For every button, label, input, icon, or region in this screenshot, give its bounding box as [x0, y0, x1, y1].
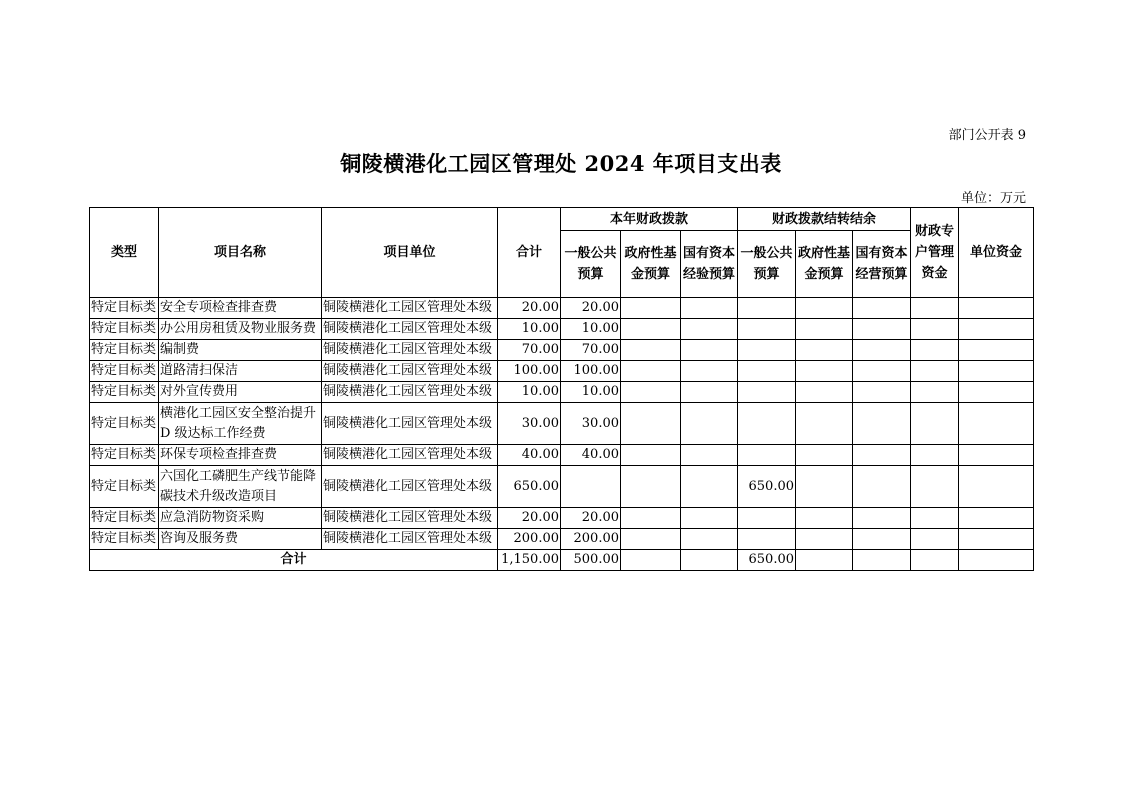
cell-empty — [853, 508, 911, 529]
cell-empty — [911, 508, 959, 529]
cell-empty — [621, 361, 681, 382]
cell-empty — [621, 445, 681, 466]
cell-carry-general — [738, 529, 796, 550]
cell-type: 特定目标类 — [90, 361, 159, 382]
table-row — [90, 298, 1034, 319]
cell-total: 70.00 — [498, 340, 561, 361]
table-row — [90, 340, 1034, 361]
cell-empty — [796, 340, 853, 361]
cell-project-name: 安全专项检查排查费 — [159, 298, 322, 319]
table-row — [90, 319, 1034, 340]
totals-cell — [911, 550, 959, 571]
table-row — [90, 361, 1034, 382]
cell-empty — [853, 298, 911, 319]
cell-project-name: 应急消防物资采购 — [159, 508, 322, 529]
header-state-capital: 国有资本经验预算 — [681, 231, 738, 298]
table-row — [90, 382, 1034, 403]
header-gov-fund: 政府性基金预算 — [621, 231, 681, 298]
cell-type: 特定目标类 — [90, 382, 159, 403]
cell-carry-general — [738, 361, 796, 382]
cell-type: 特定目标类 — [90, 403, 159, 445]
cell-empty — [959, 340, 1034, 361]
cell-empty — [681, 382, 738, 403]
cell-project-unit: 铜陵横港化工园区管理处本级 — [322, 403, 498, 445]
cell-empty — [621, 319, 681, 340]
cell-empty — [681, 529, 738, 550]
cell-empty — [621, 403, 681, 445]
cell-project-name: 办公用房租赁及物业服务费 — [159, 319, 322, 340]
table-row — [90, 403, 1034, 445]
header-unit-funds: 单位资金 — [959, 208, 1034, 298]
cell-empty — [681, 403, 738, 445]
cell-empty — [911, 340, 959, 361]
cell-empty — [681, 445, 738, 466]
cell-total: 200.00 — [498, 529, 561, 550]
cell-project-unit: 铜陵横港化工园区管理处本级 — [322, 445, 498, 466]
cell-carry-general: 650.00 — [738, 466, 796, 508]
cell-total: 10.00 — [498, 382, 561, 403]
cell-empty — [681, 340, 738, 361]
cell-project-unit: 铜陵横港化工园区管理处本级 — [322, 382, 498, 403]
cell-empty — [796, 319, 853, 340]
cell-empty — [959, 403, 1034, 445]
cell-total: 650.00 — [498, 466, 561, 508]
cell-general-budget: 40.00 — [561, 445, 621, 466]
cell-carry-general — [738, 298, 796, 319]
cell-empty — [853, 382, 911, 403]
cell-empty — [853, 319, 911, 340]
cell-empty — [911, 466, 959, 508]
cell-empty — [681, 298, 738, 319]
header-group-current: 本年财政拨款 — [561, 208, 738, 231]
cell-type: 特定目标类 — [90, 508, 159, 529]
cell-empty — [853, 445, 911, 466]
cell-empty — [621, 340, 681, 361]
table-row — [90, 529, 1034, 550]
cell-empty — [911, 319, 959, 340]
header-project-name: 项目名称 — [159, 208, 322, 298]
header-state-capital-carryover: 国有资本经营预算 — [853, 231, 911, 298]
totals-row — [90, 550, 1034, 571]
cell-project-unit: 铜陵横港化工园区管理处本级 — [322, 529, 498, 550]
cell-total: 20.00 — [498, 508, 561, 529]
cell-carry-general — [738, 340, 796, 361]
totals-cell — [681, 550, 738, 571]
cell-project-name: 编制费 — [159, 340, 322, 361]
cell-carry-general — [738, 403, 796, 445]
cell-project-unit: 铜陵横港化工园区管理处本级 — [322, 466, 498, 508]
cell-empty — [796, 361, 853, 382]
cell-total: 10.00 — [498, 319, 561, 340]
cell-empty — [621, 298, 681, 319]
totals-carry-general: 650.00 — [738, 550, 796, 571]
totals-cell — [621, 550, 681, 571]
cell-project-name: 道路清扫保洁 — [159, 361, 322, 382]
cell-project-unit: 铜陵横港化工园区管理处本级 — [322, 508, 498, 529]
cell-type: 特定目标类 — [90, 466, 159, 508]
cell-project-name: 对外宣传费用 — [159, 382, 322, 403]
cell-empty — [959, 298, 1034, 319]
cell-total: 20.00 — [498, 298, 561, 319]
header-project-unit: 项目单位 — [322, 208, 498, 298]
cell-empty — [959, 508, 1034, 529]
table-row — [90, 466, 1034, 508]
cell-empty — [959, 319, 1034, 340]
cell-general-budget: 200.00 — [561, 529, 621, 550]
cell-empty — [621, 466, 681, 508]
header-general-budget-carryover: 一般公共预算 — [738, 231, 796, 298]
cell-empty — [911, 529, 959, 550]
cell-empty — [959, 466, 1034, 508]
unit-label: 单位：万元 — [960, 191, 1026, 206]
cell-empty — [959, 382, 1034, 403]
cell-empty — [796, 298, 853, 319]
cell-empty — [796, 466, 853, 508]
cell-empty — [959, 361, 1034, 382]
cell-carry-general — [738, 508, 796, 529]
cell-type: 特定目标类 — [90, 298, 159, 319]
cell-general-budget: 100.00 — [561, 361, 621, 382]
cell-empty — [796, 382, 853, 403]
page-title: 铜陵横港化工园区管理处 2024 年项目支出表 — [340, 151, 782, 176]
cell-project-unit: 铜陵横港化工园区管理处本级 — [322, 298, 498, 319]
cell-type: 特定目标类 — [90, 445, 159, 466]
cell-empty — [911, 403, 959, 445]
totals-general: 500.00 — [561, 550, 621, 571]
cell-general-budget: 70.00 — [561, 340, 621, 361]
cell-carry-general — [738, 382, 796, 403]
table-row — [90, 445, 1034, 466]
cell-empty — [853, 466, 911, 508]
cell-general-budget: 10.00 — [561, 319, 621, 340]
cell-general-budget — [561, 466, 621, 508]
cell-project-name: 环保专项检查排查费 — [159, 445, 322, 466]
cell-empty — [911, 445, 959, 466]
cell-empty — [621, 529, 681, 550]
header-special-account: 财政专户管理资金 — [911, 208, 959, 298]
cell-project-unit: 铜陵横港化工园区管理处本级 — [322, 340, 498, 361]
cell-carry-general — [738, 319, 796, 340]
cell-type: 特定目标类 — [90, 340, 159, 361]
totals-cell — [796, 550, 853, 571]
cell-project-unit: 铜陵横港化工园区管理处本级 — [322, 319, 498, 340]
cell-empty — [621, 382, 681, 403]
cell-empty — [796, 403, 853, 445]
cell-empty — [796, 508, 853, 529]
cell-general-budget: 30.00 — [561, 403, 621, 445]
cell-empty — [911, 298, 959, 319]
header-gov-fund-carryover: 政府性基金预算 — [796, 231, 853, 298]
cell-total: 100.00 — [498, 361, 561, 382]
cell-empty — [681, 319, 738, 340]
cell-empty — [681, 466, 738, 508]
cell-empty — [621, 508, 681, 529]
cell-general-budget: 10.00 — [561, 382, 621, 403]
cell-empty — [959, 445, 1034, 466]
cell-empty — [959, 529, 1034, 550]
cell-empty — [853, 403, 911, 445]
cell-empty — [796, 445, 853, 466]
project-expenditure-table — [89, 207, 1034, 571]
totals-label: 合计 — [90, 550, 498, 571]
cell-total: 40.00 — [498, 445, 561, 466]
cell-general-budget: 20.00 — [561, 508, 621, 529]
cell-total: 30.00 — [498, 403, 561, 445]
cell-carry-general — [738, 445, 796, 466]
cell-project-name: 横港化工园区安全整治提升D 级达标工作经费 — [159, 403, 322, 445]
cell-empty — [681, 508, 738, 529]
cell-type: 特定目标类 — [90, 529, 159, 550]
totals-cell — [853, 550, 911, 571]
cell-empty — [853, 529, 911, 550]
cell-project-unit: 铜陵横港化工园区管理处本级 — [322, 361, 498, 382]
header-group-carryover: 财政拨款结转结余 — [738, 208, 911, 231]
cell-empty — [911, 382, 959, 403]
cell-project-name: 咨询及服务费 — [159, 529, 322, 550]
table-row — [90, 508, 1034, 529]
cell-empty — [796, 529, 853, 550]
cell-empty — [853, 361, 911, 382]
cell-type: 特定目标类 — [90, 319, 159, 340]
cell-empty — [681, 361, 738, 382]
header-total: 合计 — [498, 208, 561, 298]
cell-project-name: 六国化工磷肥生产线节能降碳技术升级改造项目 — [159, 466, 322, 508]
header-type: 类型 — [90, 208, 159, 298]
totals-total: 1,150.00 — [498, 550, 561, 571]
totals-cell — [959, 550, 1034, 571]
header-general-budget: 一般公共预算 — [561, 231, 621, 298]
cell-empty — [853, 340, 911, 361]
doc-code: 部门公开表 9 — [948, 128, 1026, 143]
cell-empty — [911, 361, 959, 382]
cell-general-budget: 20.00 — [561, 298, 621, 319]
